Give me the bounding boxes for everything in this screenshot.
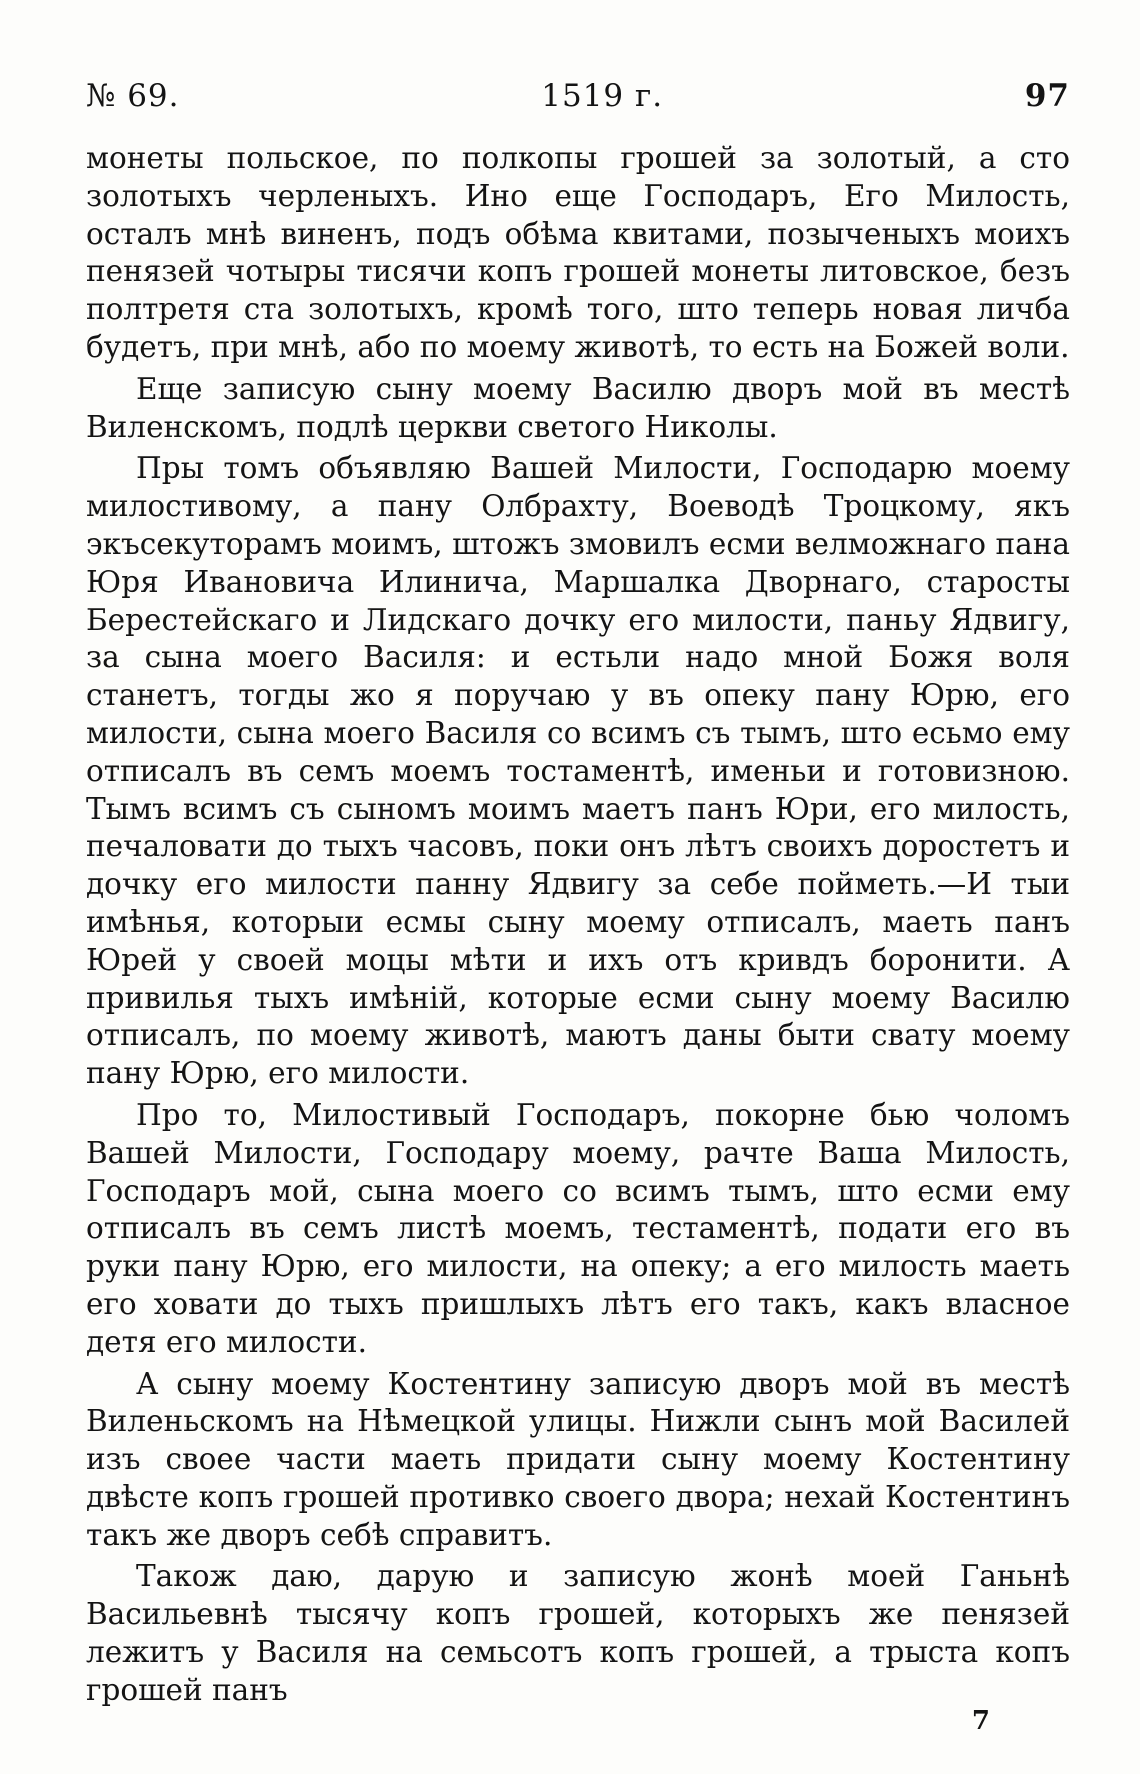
paragraph: Також даю, дарую и записую жонѣ моей Ганьнѣ Васильевнѣ тысячу копъ грошей, которыхъ же пенязей лежитъ у Василя на семьсотъ копъ грошей, а трыста копъ грошей панъ bbox=[86, 1559, 1070, 1707]
paragraph: Про то, Милостивый Господаръ, покорне бью чоломъ Вашей Милости, Господару моему, рачте Ваша Милость, Господаръ мой, сына моего со всимъ тымъ, што есми ему отписалъ въ семъ листѣ моемъ, тестаментѣ, подати его въ руки пану Юрю, его милости, на опеку; а его милость маеть его ховати до тыхъ пришлыхъ лѣтъ его такъ, какъ власное детя его милости. bbox=[86, 1097, 1070, 1359]
running-head bbox=[86, 78, 1070, 122]
paragraph: А сыну моему Костентину записую дворъ мой въ местѣ Виленьскомъ на Нѣмецкой улицы. Нижли сынъ мой Василей изъ своее части маеть придати сыну моему Костентину двѣсте копъ грошей противко своего двора; нехай Костентинъ такъ же дворъ себѣ справитъ. bbox=[86, 1366, 1070, 1552]
document-year: 1519 г. bbox=[541, 78, 664, 114]
page-number: 97 bbox=[1024, 78, 1070, 114]
paragraph: монеты польское, по полкопы грошей за золотый, а сто золотыхъ черленыхъ. Ино еще Господаръ, Его Милость, осталъ мнѣ виненъ, подъ обѣма квитами, позыченыхъ моихъ пенязей чотыры тисячи копъ грошей монеты литовское, безъ полтретя ста золотыхъ, кромѣ того, што теперь новая личба будетъ, при мнѣ, або по моему животѣ, то есть на Божей воли. bbox=[86, 141, 1070, 364]
signature-mark: 7 bbox=[971, 1706, 990, 1736]
body-text bbox=[86, 140, 1070, 1714]
document-number: № 69. bbox=[86, 78, 180, 114]
paragraph: Пры томъ объявляю Вашей Милости, Господарю моему милостивому, а пану Олбрахту, Воеводѣ Троцкому, якъ экъсекуторамъ моимъ, штожъ змовилъ есми велможнаго пана Юря Ивановича Илинича, Маршалка Дворнаго, старосты Берестейскаго и Лидскаго дочку его милости, паньу Ядвигу, за сына моего Василя: и естьли надо мной Божя воля станетъ, тогды жо я поручаю у въ опеку пану Юрю, его милости, сына моего Василя со всимъ съ тымъ, што есьмо ему отписалъ въ семъ моемъ тостаментѣ, именьи и готовизною. Тымъ всимъ съ сыномъ моимъ маетъ панъ Юри, его милость, печаловати до тыхъ часовъ, поки онъ лѣтъ своихъ доростетъ и дочку его милости панну Ядвигу за себе пойметь.—И тыи имѣнья, которыи есмы сыну моему отписалъ, маеть панъ Юрей у своей моцы мѣти и ихъ отъ кривдъ боронити. А привилья тыхъ имѣній, которые есми сыну моему Василю отписалъ, по моему животѣ, маютъ даны быти свату моему пану Юрю, его милости. bbox=[86, 451, 1070, 1091]
paragraph: Еще записую сыну моему Василю дворъ мой въ местѣ Виленскомъ, подлѣ церкви светого Николы. bbox=[86, 371, 1070, 444]
